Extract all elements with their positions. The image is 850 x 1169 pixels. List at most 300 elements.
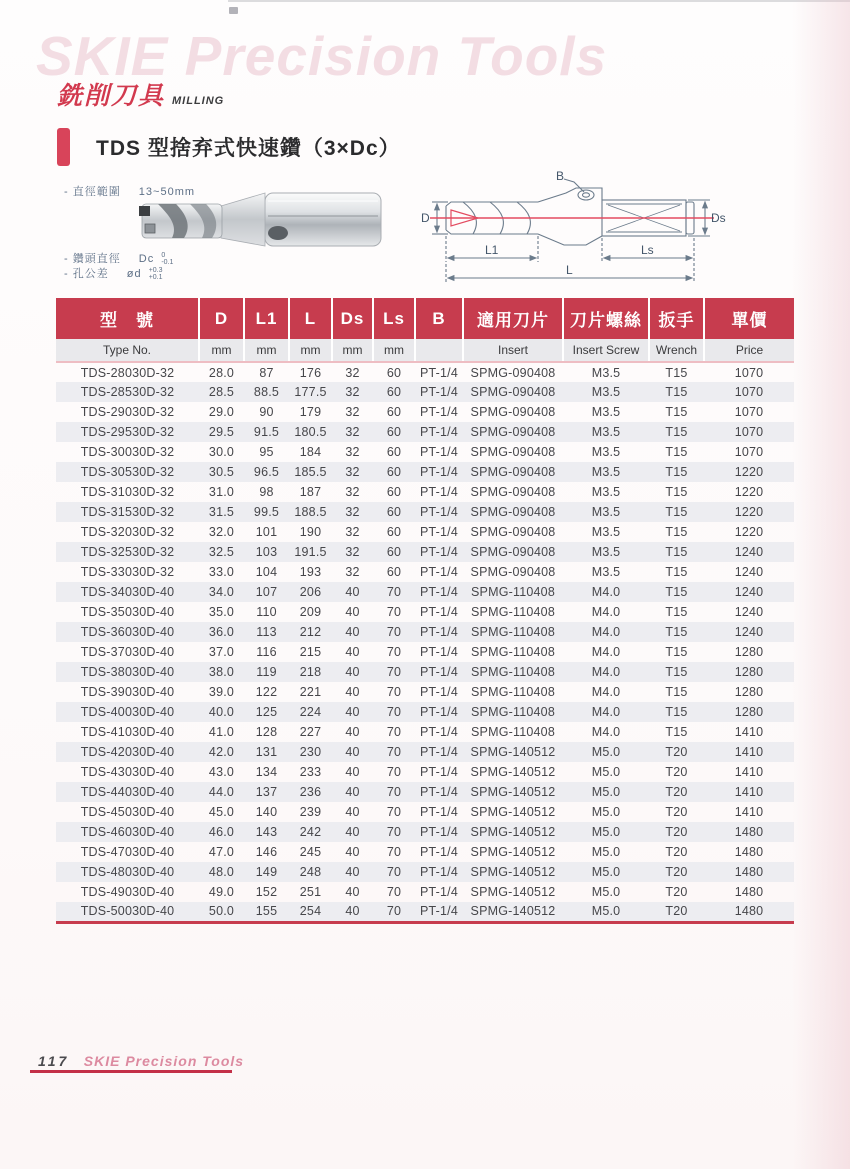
table-cell: 113 [256, 625, 277, 639]
col-subheader-b [415, 339, 463, 362]
table-cell: TDS-49030D-40 [80, 885, 175, 899]
table-cell: T15 [665, 605, 688, 619]
table-cell: 193 [299, 565, 322, 579]
diagram-label-l: L [566, 263, 573, 277]
table-cell: TDS-46030D-40 [80, 825, 175, 839]
table-cell: M5.0 [591, 765, 621, 779]
table-cell: SPMG-110408 [471, 625, 555, 639]
table-cell: 1480 [704, 902, 794, 922]
table-cell: TDS-30530D-32 [80, 465, 175, 479]
table-cell: SPMG-110408 [471, 705, 555, 719]
drill-insert-inner [145, 224, 155, 233]
table-cell: 137 [255, 785, 278, 799]
table-cell: 60 [386, 505, 402, 519]
table-cell: M5.0 [591, 745, 621, 759]
table-cell: M3.5 [591, 505, 621, 519]
table-cell: TDS-43030D-40 [80, 765, 175, 779]
table-cell: M3.5 [591, 485, 621, 499]
table-cell: 1480 [734, 825, 764, 839]
drill-dimension-diagram [418, 166, 728, 301]
table-cell: TDS-47030D-40 [80, 845, 175, 859]
table-row [56, 762, 794, 782]
table-cell: 190 [299, 525, 322, 539]
col-subheader-ls: mm [373, 339, 415, 362]
table-cell: TDS-32030D-32 [80, 525, 175, 539]
table-cell: 155 [244, 902, 289, 922]
table-cell: SPMG-110408 [471, 665, 555, 679]
table-cell: 1410 [734, 805, 764, 819]
table-cell: SPMG-140512 [470, 805, 556, 819]
table-cell: 48.0 [208, 865, 235, 879]
table-row [56, 682, 794, 702]
table-cell: SPMG-090408 [470, 405, 556, 419]
table-cell: 32 [345, 545, 360, 559]
col-header-price: 單價 [704, 298, 794, 339]
col-subheader-d: mm [199, 339, 244, 362]
table-cell: 70 [386, 625, 402, 639]
table-cell: 104 [255, 565, 278, 579]
table-cell: T15 [665, 365, 688, 380]
table-cell: PT-1/4 [419, 825, 459, 839]
table-cell: M4.0 [591, 585, 621, 599]
table-cell: 70 [386, 785, 402, 799]
table-cell: 1220 [734, 505, 764, 519]
table-cell: 70 [386, 685, 402, 699]
tolerance-stack [161, 252, 173, 266]
spec-hole-tolerance [64, 265, 163, 281]
table-cell: M5.0 [591, 845, 621, 859]
table-cell: SPMG-140512 [470, 865, 556, 879]
table-cell: 206 [299, 585, 322, 599]
table-cell: M4.0 [591, 645, 621, 659]
table-cell: SPMG-090408 [470, 445, 556, 459]
table-cell: 33.0 [208, 565, 235, 579]
section-accent-bar [57, 128, 70, 166]
table-cell: PT-1/4 [419, 365, 459, 380]
table-row [56, 702, 794, 722]
table-cell: 60 [386, 365, 402, 380]
table-cell: 70 [386, 705, 402, 719]
table-row [56, 502, 794, 522]
table-cell: 40 [345, 705, 360, 719]
table-cell: PT-1/4 [419, 425, 459, 439]
table-cell: 40.0 [208, 705, 235, 719]
col-subheader-wrench: Wrench [649, 339, 704, 362]
table-cell: 32.5 [208, 545, 235, 559]
table-cell: T15 [665, 625, 688, 639]
table-cell: PT-1/4 [415, 902, 463, 922]
table-cell: TDS-45030D-40 [80, 805, 175, 819]
table-cell: 1410 [734, 765, 764, 779]
table-row [56, 622, 794, 642]
table-cell: 60 [386, 405, 402, 419]
table-cell: 1220 [734, 465, 764, 479]
table-row [56, 422, 794, 442]
table-cell: 49.0 [208, 885, 235, 899]
table-cell: T15 [665, 725, 688, 739]
table-cell: 103 [255, 545, 278, 559]
table-cell: 1410 [734, 725, 764, 739]
diagram-label-l1: L1 [485, 243, 499, 257]
table-cell: 1070 [734, 385, 764, 399]
table-cell: TDS-35030D-40 [80, 605, 175, 619]
spec-label: 直徑範圍 [72, 186, 121, 198]
table-cell: 37.0 [208, 645, 235, 659]
col-subheader-insert: Insert [463, 339, 563, 362]
table-cell: 1240 [734, 545, 764, 559]
table-cell: M3.5 [591, 365, 621, 380]
table-cell: 70 [386, 885, 402, 899]
table-cell: 1280 [734, 685, 764, 699]
table-cell: PT-1/4 [419, 885, 459, 899]
table-cell: 245 [299, 845, 322, 859]
table-cell: 30.5 [208, 465, 235, 479]
table-cell: M5.0 [563, 902, 649, 922]
table-cell: 40 [345, 845, 360, 859]
table-cell: 116 [256, 645, 277, 659]
table-cell: 1070 [734, 445, 764, 459]
table-row [56, 662, 794, 682]
table-cell: 70 [386, 605, 402, 619]
table-cell: PT-1/4 [419, 865, 459, 879]
table-cell: 40 [332, 902, 373, 922]
col-header-type: 型 號 [56, 298, 199, 339]
table-cell: T15 [665, 465, 688, 479]
table-row [56, 402, 794, 422]
table-cell: 107 [255, 585, 278, 599]
table-cell: 90 [259, 405, 274, 419]
table-cell: M3.5 [591, 545, 621, 559]
table-cell: 1240 [734, 565, 764, 579]
col-header-ds: Ds [332, 298, 373, 339]
diagram-label-ls: Ls [641, 243, 654, 257]
table-cell: TDS-32530D-32 [80, 545, 175, 559]
table-cell: M3.5 [591, 565, 621, 579]
table-cell: TDS-30030D-32 [80, 445, 175, 459]
table-row [56, 742, 794, 762]
table-cell: 40 [345, 885, 360, 899]
table-cell: TDS-44030D-40 [80, 785, 175, 799]
table-cell: 224 [299, 705, 322, 719]
table-cell: 185.5 [294, 465, 327, 479]
table-cell: 236 [299, 785, 322, 799]
category-title-en: MILLING [172, 95, 225, 107]
table-cell: 209 [299, 605, 322, 619]
tolerance-stack [149, 267, 163, 281]
table-cell: T20 [665, 865, 688, 879]
table-cell: M4.0 [591, 625, 621, 639]
table-cell: SPMG-090408 [470, 565, 556, 579]
table-cell: T15 [665, 665, 688, 679]
table-cell: TDS-42030D-40 [80, 745, 175, 759]
table-cell: M5.0 [591, 785, 621, 799]
table-cell: SPMG-140512 [470, 745, 556, 759]
table-cell: 110 [256, 605, 277, 619]
table-cell: 40 [345, 805, 360, 819]
table-cell: TDS-36030D-40 [80, 625, 175, 639]
table-cell: 40 [345, 585, 360, 599]
table-cell: M5.0 [591, 865, 621, 879]
table-cell: 43.0 [208, 765, 235, 779]
table-cell: 32 [345, 385, 360, 399]
tolerance-lower: +0.1 [148, 274, 163, 282]
scan-artifact-mark [229, 7, 238, 14]
col-subheader-l1: mm [244, 339, 289, 362]
table-cell: TDS-31030D-32 [80, 485, 175, 499]
table-cell: PT-1/4 [419, 565, 459, 579]
table-cell: T20 [665, 765, 688, 779]
page-footer [38, 1053, 244, 1071]
table-row [56, 882, 794, 902]
table-cell: 32 [345, 405, 360, 419]
spec-label: 孔公差 [72, 268, 109, 280]
table-row [56, 862, 794, 882]
table-cell: 149 [255, 865, 278, 879]
table-cell: T15 [665, 645, 688, 659]
table-cell: 254 [289, 902, 332, 922]
table-cell: 36.0 [208, 625, 235, 639]
table-cell: SPMG-090408 [470, 505, 556, 519]
table-cell: PT-1/4 [419, 685, 459, 699]
table-header-row-en [56, 339, 794, 362]
table-cell: SPMG-110408 [471, 725, 555, 739]
table-cell: 32 [345, 485, 360, 499]
table-cell: T20 [665, 785, 688, 799]
table-cell: 1280 [734, 665, 764, 679]
table-cell: 44.0 [208, 785, 235, 799]
table-cell: T20 [665, 745, 688, 759]
table-cell: 31.5 [208, 505, 235, 519]
bullet-dash: - [64, 268, 69, 280]
table-cell: 32 [345, 465, 360, 479]
table-cell: 35.0 [208, 605, 235, 619]
table-cell: 70 [386, 665, 402, 679]
table-cell: 32 [345, 565, 360, 579]
spec-value: ød [126, 268, 142, 280]
table-cell: 32 [345, 525, 360, 539]
table-row [56, 602, 794, 622]
table-cell: 1220 [734, 485, 764, 499]
table-cell: M4.0 [591, 605, 621, 619]
table-cell: SPMG-110408 [471, 605, 555, 619]
table-cell: 70 [386, 825, 402, 839]
table-cell: TDS-40030D-40 [80, 705, 175, 719]
table-cell: M5.0 [591, 885, 621, 899]
table-cell: 60 [386, 465, 402, 479]
table-cell: TDS-31530D-32 [80, 505, 175, 519]
table-cell: 70 [386, 725, 402, 739]
table-cell: T20 [665, 825, 688, 839]
table-row [56, 802, 794, 822]
table-cell: 96.5 [253, 465, 280, 479]
table-cell: SPMG-110408 [471, 585, 555, 599]
table-cell: 227 [299, 725, 322, 739]
page-number: 117 [38, 1053, 70, 1069]
table-cell: 1410 [734, 785, 764, 799]
table-cell: 32 [345, 425, 360, 439]
col-header-l: L [289, 298, 332, 339]
footer-brand: SKIE Precision Tools [83, 1053, 245, 1069]
table-cell: 42.0 [208, 745, 235, 759]
table-cell: SPMG-090408 [470, 365, 556, 380]
table-row [56, 582, 794, 602]
diagram-collar-outline [538, 188, 602, 245]
table-cell: 28.0 [208, 365, 235, 380]
table-cell: PT-1/4 [419, 725, 459, 739]
table-cell: PT-1/4 [419, 645, 459, 659]
table-row [56, 462, 794, 482]
tolerance-lower: -0.1 [161, 259, 174, 267]
table-cell: TDS-41030D-40 [80, 725, 175, 739]
table-cell: 88.5 [253, 385, 280, 399]
table-cell: 1240 [734, 605, 764, 619]
table-cell: 179 [299, 405, 322, 419]
table-cell: 134 [255, 765, 278, 779]
col-header-d: D [199, 298, 244, 339]
table-cell: TDS-33030D-32 [80, 565, 175, 579]
table-cell: 87 [259, 365, 274, 380]
table-cell: T15 [665, 685, 688, 699]
table-cell: PT-1/4 [419, 405, 459, 419]
table-row [56, 782, 794, 802]
table-cell: T15 [665, 565, 688, 579]
table-cell: 45.0 [208, 805, 235, 819]
table-cell: 41.0 [208, 725, 235, 739]
table-cell: 95 [259, 445, 274, 459]
table-cell: 32 [345, 445, 360, 459]
table-row [56, 822, 794, 842]
category-title-zh: 銑削刀具 [57, 82, 166, 110]
table-cell: 152 [255, 885, 278, 899]
table-cell: SPMG-140512 [470, 885, 556, 899]
table-cell: SPMG-140512 [470, 845, 556, 859]
table-cell: TDS-29030D-32 [80, 405, 175, 419]
table-cell: 180.5 [294, 425, 327, 439]
table-cell: 218 [299, 665, 322, 679]
table-cell: 70 [386, 805, 402, 819]
table-cell: 70 [386, 585, 402, 599]
table-cell: 143 [255, 825, 278, 839]
product-spec-table [56, 298, 794, 924]
table-cell: 32 [345, 365, 360, 380]
table-cell: T15 [665, 545, 688, 559]
table-row [56, 362, 794, 382]
table-cell: 60 [386, 525, 402, 539]
brand-watermark: SKIE Precision Tools [36, 25, 608, 87]
table-cell: M3.5 [591, 525, 621, 539]
table-cell: T15 [665, 585, 688, 599]
table-cell: M5.0 [591, 805, 621, 819]
table-cell: 1070 [734, 365, 764, 380]
table-cell: SPMG-090408 [470, 425, 556, 439]
table-cell: T15 [665, 485, 688, 499]
table-cell: PT-1/4 [419, 625, 459, 639]
table-cell: 1240 [734, 585, 764, 599]
table-cell: 184 [299, 445, 322, 459]
table-cell: T15 [665, 705, 688, 719]
table-cell: 221 [299, 685, 322, 699]
table-cell: PT-1/4 [419, 465, 459, 479]
table-cell: 101 [255, 525, 278, 539]
diagram-label-b: B [556, 169, 565, 183]
table-cell: TDS-28030D-32 [80, 365, 175, 380]
table-cell: M3.5 [591, 425, 621, 439]
top-edge-line [228, 0, 850, 2]
table-cell: 40 [345, 625, 360, 639]
table-cell: 1410 [734, 745, 764, 759]
table-cell: 239 [299, 805, 322, 819]
table-cell: TDS-50030D-40 [56, 902, 199, 922]
bullet-dash: - [64, 186, 69, 198]
drill-insert-outer [139, 206, 150, 216]
table-cell: TDS-29530D-32 [80, 425, 175, 439]
table-cell: 1280 [734, 645, 764, 659]
spec-value: 13~50mm [138, 186, 196, 198]
table-cell: 233 [299, 765, 322, 779]
table-cell: 98 [259, 485, 274, 499]
col-subheader-ds: mm [332, 339, 373, 362]
diagram-label-d: D [421, 211, 430, 225]
table-cell: 140 [255, 805, 278, 819]
table-cell: 29.0 [208, 405, 235, 419]
table-cell: M3.5 [591, 465, 621, 479]
table-cell: SPMG-090408 [470, 385, 556, 399]
table-cell: 32 [345, 505, 360, 519]
table-row [56, 842, 794, 862]
section-title-text: TDS 型捨弃式快速鑽（3×Dc） [96, 137, 401, 160]
table-cell: SPMG-140512 [470, 785, 556, 799]
table-cell: 1280 [734, 705, 764, 719]
table-cell: 251 [299, 885, 322, 899]
col-header-insert-screw: 刀片螺絲 [563, 298, 649, 339]
table-cell: 242 [299, 825, 322, 839]
table-cell: M3.5 [591, 445, 621, 459]
table-cell: 40 [345, 685, 360, 699]
table-cell: 50.0 [199, 902, 244, 922]
table-cell: 40 [345, 825, 360, 839]
table-cell: TDS-34030D-40 [80, 585, 175, 599]
table-cell: 29.5 [208, 425, 235, 439]
table-cell: 230 [299, 745, 322, 759]
drill-clamp-hole [268, 226, 288, 240]
footer-rule [30, 1070, 232, 1073]
table-cell: 46.0 [208, 825, 235, 839]
bullet-dash: - [64, 253, 69, 265]
table-cell: 47.0 [208, 845, 235, 859]
table-cell: PT-1/4 [419, 745, 459, 759]
table-cell: PT-1/4 [419, 525, 459, 539]
table-cell: 1070 [734, 425, 764, 439]
tolerance-upper: +0.3 [148, 267, 163, 275]
col-header-l1: L1 [244, 298, 289, 339]
table-cell: 60 [386, 445, 402, 459]
table-cell: PT-1/4 [419, 445, 459, 459]
table-row [56, 442, 794, 462]
table-cell: 1220 [734, 525, 764, 539]
table-cell: 60 [386, 545, 402, 559]
table-row [56, 722, 794, 742]
category-heading [57, 76, 224, 112]
table-row [56, 902, 794, 922]
table-cell: M4.0 [591, 685, 621, 699]
table-cell: TDS-39030D-40 [80, 685, 175, 699]
table-cell: SPMG-140512 [470, 765, 556, 779]
table-cell: 1480 [734, 885, 764, 899]
table-cell: T20 [665, 845, 688, 859]
table-cell: SPMG-090408 [470, 465, 556, 479]
table-cell: 40 [345, 785, 360, 799]
table-cell: 70 [386, 745, 402, 759]
